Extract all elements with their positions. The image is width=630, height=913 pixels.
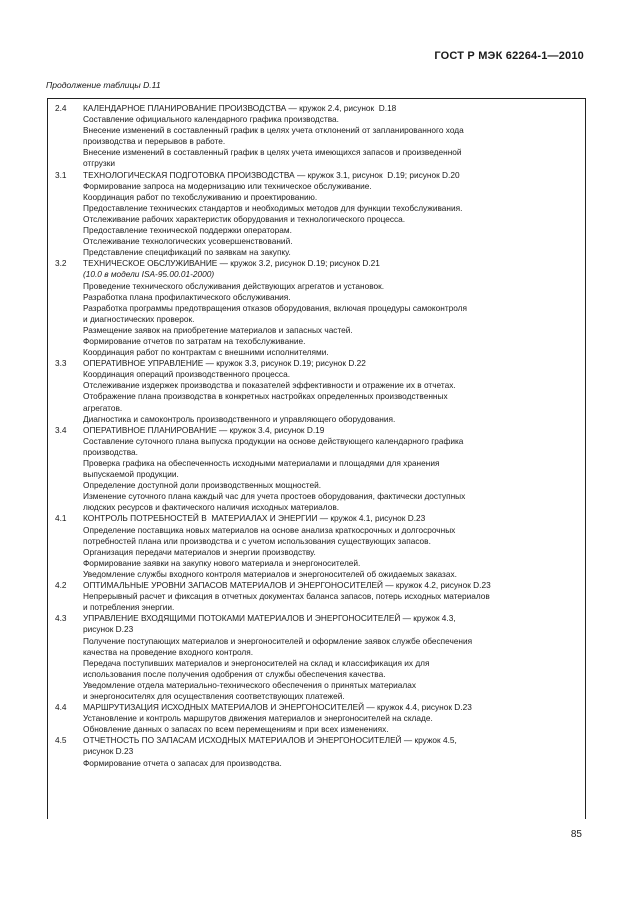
row-text-line: Формирование запроса на модернизацию или техническое обслуживание. — [83, 180, 372, 191]
table-row — [55, 513, 578, 580]
row-text-line: Предоставление технической поддержки операторам. — [83, 225, 292, 236]
row-heading: ТЕХНОЛОГИЧЕСКАЯ ПОДГОТОВКА ПРОИЗВОДСТВА — кружок 3.1, рисунок D.19; рисунок D.20 — [83, 169, 460, 180]
row-content — [83, 613, 578, 702]
row-text-line: потребностей плана или производства и с учетом использования существующих запасов. — [83, 535, 431, 546]
row-text-line: Координация работ по техобслуживанию и проектированию. — [83, 191, 318, 202]
row-text-line: Передача поступивших материалов и энергоносителей на склад и классификация их для — [83, 657, 430, 668]
row-text-line: Разработка программы предотвращения отказов оборудования, включая процедуры самоконтроля — [83, 302, 467, 313]
row-text-line: Составление официального календарного графика производства. — [83, 114, 339, 125]
row-text-line: Внесение изменений в составленный график в целях учета имеющихся запасов и произведенной — [83, 147, 462, 158]
row-text-line: выпускаемой продукции. — [83, 469, 179, 480]
row-text-line: Формирование отчета о запасах для производства. — [83, 757, 282, 768]
row-text-line: Уведомление службы входного контроля материалов и энергоносителей об ожидаемых заказах. — [83, 568, 457, 579]
row-content — [83, 425, 578, 514]
row-text-line: и диагностических проверок. — [83, 313, 195, 324]
row-text-line: Уведомление отдела материально-технического обеспечения о принятых материалах — [83, 679, 417, 690]
table-row — [55, 580, 578, 613]
row-heading: МАРШРУТИЗАЦИЯ ИСХОДНЫХ МАТЕРИАЛОВ И ЭНЕРГОНОСИТЕЛЕЙ — кружок 4.4, рисунок D.23 — [83, 702, 472, 713]
row-text-line: Отслеживание издержек производства и показателей эффективности и отражение их в отчетах. — [83, 380, 456, 391]
table-body — [55, 103, 578, 769]
row-text-line: Определение поставщика новых материалов на основе анализа краткосрочных и долгосрочных — [83, 524, 456, 535]
row-text-line: Составление суточного плана выпуска продукции на основе действующего календарного графика — [83, 435, 464, 446]
row-text-line: Формирование заявки на закупку нового материала и энергоносителей. — [83, 557, 361, 568]
row-text-line: Внесение изменений в составленный график в целях учета отклонений от запланированного хода — [83, 125, 464, 136]
row-text-line: агрегатов. — [83, 402, 123, 413]
row-text-line: Разработка плана профилактического обслуживания. — [83, 291, 291, 302]
row-content — [83, 170, 578, 259]
row-number: 3.3 — [55, 358, 67, 369]
row-heading: ОПЕРАТИВНОЕ ПЛАНИРОВАНИЕ — кружок 3.4, рисунок D.19 — [83, 424, 325, 435]
row-number: 4.1 — [55, 513, 67, 524]
table-row — [55, 103, 578, 170]
row-number: 4.3 — [55, 613, 67, 624]
row-number: 4.4 — [55, 702, 67, 713]
row-text-line: качества на проведение входного контроля. — [83, 646, 254, 657]
row-heading: ТЕХНИЧЕСКОЕ ОБСЛУЖИВАНИЕ — кружок 3.2, рисунок D.19; рисунок D.21 — [83, 258, 380, 269]
row-content — [83, 513, 578, 580]
row-text-line: и потребления энергии. — [83, 602, 175, 613]
row-number: 3.4 — [55, 424, 67, 435]
row-heading: ОПЕРАТИВНОЕ УПРАВЛЕНИЕ — кружок 3.3, рисунок D.19; рисунок D.22 — [83, 358, 366, 369]
row-heading: КОНТРОЛЬ ПОТРЕБНОСТЕЙ В МАТЕРИАЛАХ И ЭНЕРГИИ — кружок 4.1, рисунок D.23 — [83, 513, 426, 524]
row-content — [83, 258, 578, 358]
table-row — [55, 425, 578, 514]
row-number: 3.2 — [55, 258, 67, 269]
row-text-line: Получение поступающих материалов и энергоносителей и оформление заявок службе обеспечения — [83, 635, 473, 646]
table-row — [55, 613, 578, 702]
row-text-line: использования после получения одобрения от службы обеспечения качества. — [83, 668, 386, 679]
row-text-line: Формирование отчетов по затратам на техобслуживание. — [83, 335, 306, 346]
row-content — [83, 702, 578, 735]
row-text-line: (10.0 в модели ISA-95.00.01-2000) — [83, 269, 215, 280]
row-text-line: Предоставление технических стандартов и необходимых методов для функции техобслуживания. — [83, 202, 463, 213]
row-text-line: отгрузки — [83, 158, 115, 169]
row-text-line: Отслеживание технологических усовершенствований. — [83, 236, 293, 247]
row-text-line: людских ресурсов и фактического наличия исходных материалов. — [83, 502, 340, 513]
table-row — [55, 170, 578, 259]
row-text-line: Диагностика и самоконтроль производственного и управляющего оборудования. — [83, 413, 396, 424]
row-text-line: Координация работ по контрактам с внешними исполнителями. — [83, 347, 329, 358]
row-number: 2.4 — [55, 103, 67, 113]
row-number: 3.1 — [55, 169, 67, 180]
row-text-line: Организация передачи материалов и энергии производству. — [83, 546, 316, 557]
row-text-line: Изменение суточного плана каждый час для учета простоев оборудования, фактически доступных — [83, 491, 466, 502]
page-number: 85 — [570, 829, 582, 840]
table-caption: Продолжение таблицы D.11 — [46, 80, 161, 90]
row-text-line: Отслеживание рабочих характеристик оборудования и технологического процесса. — [83, 213, 406, 224]
row-content — [83, 358, 578, 425]
row-content — [83, 103, 578, 170]
row-text-line: Непрерывный расчет и фиксация в отчетных документах баланса запасов, потерь исходных материалов — [83, 591, 490, 602]
row-number: 4.2 — [55, 580, 67, 591]
row-text-line: Отображение плана производства в конкретных настройках определенных производственных — [83, 391, 448, 402]
row-text-line: Обновление данных о запасах по всем перемещениям и при всех изменениях. — [83, 724, 389, 735]
row-heading: ОПТИМАЛЬНЫЕ УРОВНИ ЗАПАСОВ МАТЕРИАЛОВ И ЭНЕРГОНОСИТЕЛЕЙ — кружок 4.2, рисунок D.23 — [83, 580, 491, 591]
row-text-line: Проверка графика на обеспеченность исходными материалами и площадями для хранения — [83, 458, 440, 468]
row-text-line: и энергоносителях для осуществления соответствующих платежей. — [83, 690, 345, 701]
row-text-line: Проведение технического обслуживания действующих агрегатов и установок. — [83, 280, 385, 291]
row-text-line: Координация операций производственного процесса. — [83, 369, 290, 380]
table-row — [55, 258, 578, 358]
document-header: ГОСТ Р МЭК 62264-1—2010 — [434, 50, 584, 62]
row-heading: КАЛЕНДАРНОЕ ПЛАНИРОВАНИЕ ПРОИЗВОДСТВА — кружок 2.4, рисунок D.18 — [83, 103, 397, 113]
row-text-line: производства. — [83, 446, 138, 457]
row-text-line: Определение доступной доли производственных мощностей. — [83, 480, 322, 491]
row-heading: УПРАВЛЕНИЕ ВХОДЯЩИМИ ПОТОКАМИ МАТЕРИАЛОВ И ЭНЕРГОНОСИТЕЛЕЙ — кружок 4.3, — [83, 613, 456, 624]
row-number: 4.5 — [55, 735, 67, 746]
row-text-line: Размещение заявок на приобретение материалов и запасных частей. — [83, 324, 353, 335]
row-content — [83, 735, 578, 768]
row-heading: ОТЧЕТНОСТЬ ПО ЗАПАСАМ ИСХОДНЫХ МАТЕРИАЛОВ И ЭНЕРГОНОСИТЕЛЕЙ — кружок 4.5, — [83, 735, 457, 746]
row-text-line: рисунок D.23 — [83, 746, 134, 757]
row-text-line: Установление и контроль маршрутов движения материалов и энергоносителей на складе. — [83, 713, 433, 724]
row-content — [83, 580, 578, 613]
row-text-line: Представление спецификаций по заявкам на закупку. — [83, 247, 291, 258]
table-row — [55, 735, 578, 768]
row-text-line: производства и перерывов в работе. — [83, 136, 226, 147]
row-text-line: рисунок D.23 — [83, 624, 134, 635]
table-row — [55, 358, 578, 425]
table-row — [55, 702, 578, 735]
